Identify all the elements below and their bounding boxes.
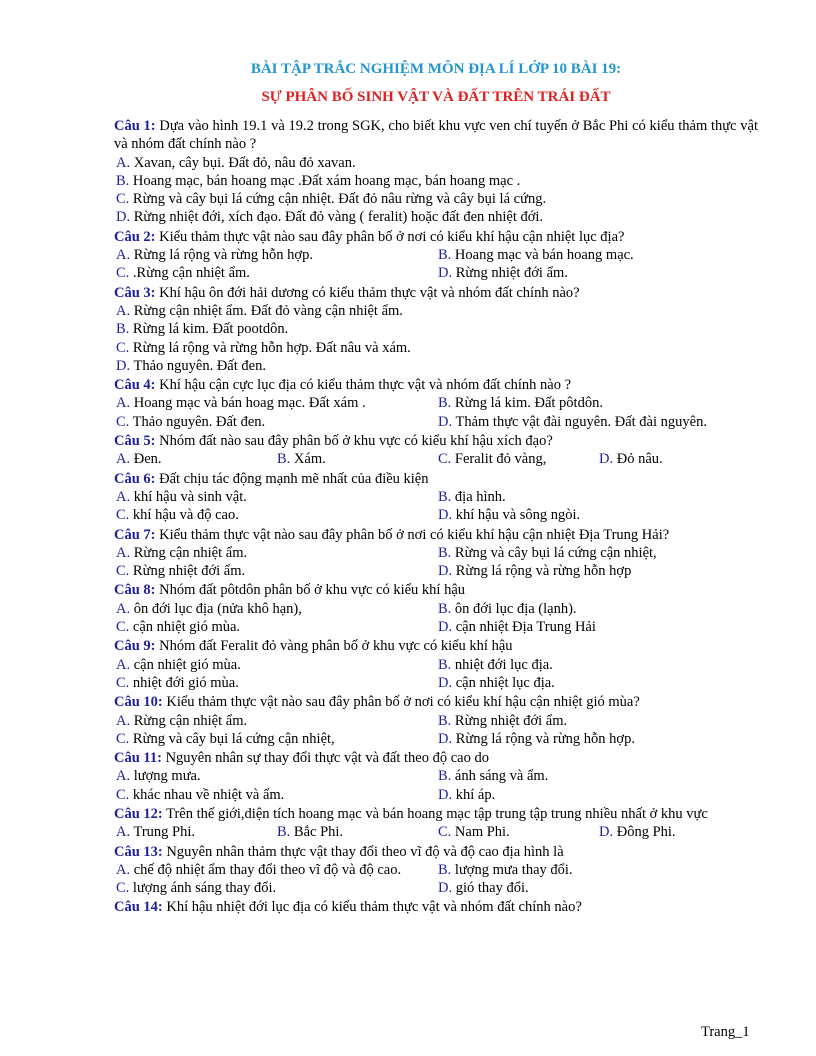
answer-option <box>116 767 438 785</box>
question <box>114 117 758 227</box>
question-stem <box>114 284 758 302</box>
answer-option <box>116 506 438 524</box>
answer-option <box>116 562 438 580</box>
option-letter: C. <box>116 563 130 580</box>
option-text: nhiệt đới lục địa. <box>451 656 553 673</box>
option-text: Rừng lá kim. Đất pôtdôn. <box>451 395 603 412</box>
question-stem <box>114 581 758 599</box>
option-letter: A. <box>116 768 131 785</box>
option-letter: B. <box>438 861 452 878</box>
option-letter: B. <box>438 768 452 785</box>
option-letter: C. <box>116 880 130 897</box>
option-text: Rừng nhiệt đới ẩm. <box>129 563 246 580</box>
option-letter: B. <box>438 488 452 505</box>
question <box>114 432 758 469</box>
option-letter: D. <box>438 880 453 897</box>
option-letter: C. <box>116 730 130 747</box>
option-letter: C. <box>116 339 130 356</box>
option-letter: B. <box>438 544 452 561</box>
question-number: Câu 11: <box>114 750 162 767</box>
answer-option <box>116 154 760 172</box>
option-letter: D. <box>438 730 453 747</box>
question-text: Nhóm đất pôtdôn phân bố ở khu vực có kiểu khí hậu <box>155 582 466 599</box>
option-letter: C. <box>116 786 130 803</box>
option-text: khí hậu và sinh vật. <box>130 488 247 505</box>
option-letter: A. <box>116 302 131 319</box>
question-text: Kiểu thảm thực vật nào sau đây phân bố ở nơi có kiểu khí hậu cận nhiệt gió mùa? <box>162 694 640 711</box>
question <box>114 805 758 842</box>
option-text: Rừng và cây bụi lá cứng cận nhiệt, <box>451 544 657 561</box>
question-text: Nhóm đất Feralit đỏ vàng phân bố ở khu vực có kiểu khí hậu <box>155 638 513 655</box>
option-letter: D. <box>438 265 453 282</box>
answer-option <box>277 450 438 468</box>
option-text: Trung Phi. <box>130 824 195 841</box>
option-letter: B. <box>438 712 452 729</box>
option-text: Đỏ nâu. <box>613 451 663 468</box>
answer-option <box>438 712 760 730</box>
option-letter: D. <box>438 413 453 430</box>
question-number: Câu 13: <box>114 843 163 860</box>
option-letter: B. <box>438 656 452 673</box>
option-text: Hoang mạc và bán hoang mạc. <box>451 247 634 264</box>
option-letter: A. <box>116 154 131 171</box>
option-letter: A. <box>116 861 131 878</box>
option-letter: D. <box>599 451 614 468</box>
option-letter: C. <box>116 507 130 524</box>
question <box>114 843 758 898</box>
option-letter: D. <box>438 786 453 803</box>
question-text: Khí hậu nhiệt đới lục địa có kiểu thảm thực vật và nhóm đất chính nào? <box>162 899 582 916</box>
answer-option <box>116 208 760 226</box>
question-number: Câu 5: <box>114 433 156 450</box>
option-text: ôn đới lục địa (lạnh). <box>451 600 577 617</box>
question-number: Câu 8: <box>114 582 156 599</box>
question <box>114 898 758 916</box>
answer-option <box>116 246 438 264</box>
answer-options <box>114 767 758 804</box>
answer-option <box>116 618 438 636</box>
answer-option <box>438 413 760 431</box>
option-text: Hoang mạc, bán hoang mạc .Đất xám hoang mạc, bán hoang mạc . <box>129 172 521 189</box>
option-text: Hoang mạc và bán hoag mạc. Đất xám . <box>130 395 366 412</box>
answer-option <box>116 730 438 748</box>
question-text: Khí hậu cận cực lục địa có kiểu thảm thực vật và nhóm đất chính nào ? <box>155 377 572 394</box>
option-letter: C. <box>438 824 452 841</box>
question-number: Câu 2: <box>114 228 156 245</box>
question-stem <box>114 693 758 711</box>
answer-option <box>438 506 760 524</box>
option-text: Rừng lá rộng và rừng hỗn hợp <box>452 563 632 580</box>
option-text: Thảm thực vật đài nguyên. Đất đài nguyên. <box>452 413 707 430</box>
question <box>114 581 758 636</box>
question-text: Kiểu thảm thực vật nào sau đây phân bố ở nơi có kiểu khí hậu cận nhiệt Địa Trung Hải? <box>155 526 670 543</box>
option-letter: D. <box>116 357 131 374</box>
option-text: khí hậu và sông ngòi. <box>452 507 581 524</box>
option-text: cận nhiệt gió mùa. <box>129 619 241 636</box>
question-number: Câu 10: <box>114 694 163 711</box>
question-text: Nguyên nhân sự thay đổi thực vật và đất theo độ cao do <box>161 750 489 767</box>
option-letter: C. <box>116 265 130 282</box>
option-text: gió thay đổi. <box>452 880 529 897</box>
option-text: Xám. <box>290 451 326 468</box>
option-text: Rừng nhiệt đới ẩm. <box>452 265 568 282</box>
option-letter: A. <box>116 824 131 841</box>
question-text: Nhóm đất nào sau đây phân bố ở khu vực có kiểu khí hậu xích đạo? <box>155 433 553 450</box>
answer-option <box>438 488 760 506</box>
answer-options <box>114 488 758 525</box>
option-text: Rừng cận nhiệt ẩm. <box>130 712 248 729</box>
answer-option <box>116 674 438 692</box>
option-text: địa hình. <box>451 488 506 505</box>
answer-option <box>116 879 438 897</box>
option-text: khác nhau về nhiệt và ẩm. <box>129 786 285 803</box>
question-stem <box>114 117 758 154</box>
answer-option <box>438 656 760 674</box>
answer-option <box>116 656 438 674</box>
option-text: Rừng cận nhiệt ẩm. <box>130 544 248 561</box>
option-letter: A. <box>116 395 131 412</box>
question-stem <box>114 228 758 246</box>
answer-option <box>116 264 438 282</box>
option-letter: D. <box>438 619 453 636</box>
question-text: Khí hậu ôn đới hải dương có kiểu thảm thực vật và nhóm đất chính nào? <box>155 284 580 301</box>
option-text: lượng ánh sáng thay đổi. <box>129 880 277 897</box>
answer-option <box>277 823 438 841</box>
option-letter: C. <box>438 451 452 468</box>
option-letter: B. <box>277 824 291 841</box>
answer-option <box>116 712 438 730</box>
question-stem <box>114 898 758 916</box>
answer-option <box>438 544 760 562</box>
option-text: Xavan, cây bụi. Đất đỏ, nâu đỏ xavan. <box>130 154 356 171</box>
answer-option <box>438 264 760 282</box>
option-text: Rừng nhiệt đới, xích đạo. Đất đỏ vàng ( feralit) hoặc đất đen nhiệt đới. <box>130 209 544 226</box>
option-letter: B. <box>116 321 130 338</box>
answer-option <box>116 823 277 841</box>
option-letter: C. <box>116 674 130 691</box>
option-letter: A. <box>116 600 131 617</box>
question-text: Đất chịu tác động mạnh mẽ nhất của điều kiện <box>155 470 429 487</box>
answer-option <box>116 413 438 431</box>
answer-option <box>438 767 760 785</box>
answer-option <box>438 730 760 748</box>
answer-option <box>116 786 438 804</box>
option-text: lượng mưa. <box>130 768 201 785</box>
option-letter: D. <box>438 674 453 691</box>
answer-option <box>599 450 760 468</box>
answer-option <box>116 357 760 375</box>
answer-options <box>114 302 758 375</box>
question-number: Câu 6: <box>114 470 156 487</box>
answer-option <box>438 861 760 879</box>
option-text: ánh sáng và ẩm. <box>451 768 549 785</box>
option-text: Bắc Phi. <box>290 824 344 841</box>
option-letter: B. <box>116 172 130 189</box>
answer-option <box>438 246 760 264</box>
answer-options <box>114 600 758 637</box>
option-text: Rừng và cây bụi lá cứng cận nhiệt, <box>129 730 335 747</box>
question-stem <box>114 843 758 861</box>
question-stem <box>114 470 758 488</box>
question-number: Câu 7: <box>114 526 156 543</box>
option-text: nhiệt đới gió mùa. <box>129 674 239 691</box>
option-letter: B. <box>438 600 452 617</box>
answer-option <box>438 618 760 636</box>
option-letter: D. <box>116 209 131 226</box>
option-letter: D. <box>599 824 614 841</box>
answer-option <box>116 394 438 412</box>
option-text: cận nhiệt Địa Trung Hải <box>452 619 596 636</box>
option-letter: A. <box>116 451 131 468</box>
option-text: lượng mưa thay đổi. <box>451 861 573 878</box>
option-letter: B. <box>438 247 452 264</box>
option-letter: C. <box>116 619 130 636</box>
answer-option <box>116 861 438 879</box>
option-text: khí hậu và độ cao. <box>129 507 239 524</box>
answer-option <box>438 394 760 412</box>
question-stem <box>114 432 758 450</box>
option-text: Rừng lá rộng và rừng hỗn hợp. <box>130 247 313 264</box>
question <box>114 693 758 748</box>
option-letter: C. <box>116 191 130 208</box>
option-text: Nam Phi. <box>451 824 510 841</box>
option-letter: D. <box>438 507 453 524</box>
answer-option <box>438 786 760 804</box>
question-text: Kiểu thảm thực vật nào sau đây phân bố ở nơi có kiểu khí hậu cận nhiệt lục địa? <box>155 228 625 245</box>
option-text: chế độ nhiệt ẩm thay đổi theo vĩ độ và độ cao. <box>130 861 402 878</box>
answer-option <box>438 823 599 841</box>
question-text: Trên thế giới,diện tích hoang mạc và bán hoang mạc tập trung tập trung nhiều nhất ở khu vực <box>162 805 708 822</box>
option-text: Feralit đỏ vàng, <box>451 451 547 468</box>
question-number: Câu 4: <box>114 377 156 394</box>
question <box>114 637 758 692</box>
option-text: Đen. <box>130 451 162 468</box>
question-number: Câu 1: <box>114 118 156 134</box>
question-number: Câu 9: <box>114 638 156 655</box>
option-text: Rừng và cây bụi lá cứng cận nhiệt. Đất đỏ nâu rừng và cây bụi lá cứng. <box>129 191 547 208</box>
question-number: Câu 12: <box>114 805 163 822</box>
option-letter: A. <box>116 488 131 505</box>
question <box>114 228 758 283</box>
answer-options <box>114 154 758 227</box>
option-letter: A. <box>116 712 131 729</box>
answer-options <box>114 656 758 693</box>
title-line-1: BÀI TẬP TRẮC NGHIỆM MÔN ĐỊA LÍ LỚP 10 BÀI 19: <box>250 61 622 77</box>
question-number: Câu 3: <box>114 284 156 301</box>
option-text: Rừng lá rộng và rừng hỗn hợp. <box>452 730 635 747</box>
option-letter: A. <box>116 544 131 561</box>
answer-option <box>438 600 760 618</box>
option-letter: A. <box>116 656 131 673</box>
answer-option <box>116 488 438 506</box>
page-footer: Trang_1 <box>701 1024 750 1040</box>
answer-options <box>114 823 758 841</box>
answer-options <box>114 394 758 431</box>
option-letter: C. <box>116 413 130 430</box>
option-letter: A. <box>116 247 131 264</box>
option-text: Rừng lá rộng và rừng hỗn hợp. Đất nâu và xám. <box>129 339 411 356</box>
question <box>114 470 758 525</box>
answer-option <box>116 339 760 357</box>
question-stem <box>114 526 758 544</box>
option-text: Rừng lá kim. Đất pootdôn. <box>129 321 289 338</box>
answer-option <box>116 190 760 208</box>
answer-option <box>116 544 438 562</box>
option-text: Thảo nguyên. Đất đen. <box>130 357 266 374</box>
answer-option <box>438 879 760 897</box>
question-list <box>114 117 758 917</box>
answer-option <box>116 600 438 618</box>
question-number: Câu 14: <box>114 899 163 916</box>
question-stem <box>114 376 758 394</box>
option-letter: B. <box>277 451 291 468</box>
answer-option <box>438 450 599 468</box>
question <box>114 526 758 581</box>
question-text: Dựa vào hình 19.1 và 19.2 trong SGK, cho biết khu vực ven chí tuyến ở Bắc Phi có kiểu thảm thực vật và nhóm đất chính nào ? <box>114 118 758 153</box>
option-text: Rừng cận nhiệt ẩm. Đất đỏ vàng cận nhiệt ẩm. <box>130 302 403 319</box>
question <box>114 749 758 804</box>
answer-option <box>116 302 760 320</box>
question-stem <box>114 805 758 823</box>
answer-options <box>114 861 758 898</box>
title-line-2: SỰ PHÂN BỐ SINH VẬT VÀ ĐẤT TRÊN TRÁI ĐẤT <box>261 89 611 105</box>
answer-options <box>114 246 758 283</box>
question-stem <box>114 637 758 655</box>
question <box>114 376 758 431</box>
option-text: Đông Phi. <box>613 824 676 841</box>
option-text: cận nhiệt gió mùa. <box>130 656 241 673</box>
document-page <box>114 0 758 917</box>
answer-options <box>114 544 758 581</box>
answer-option <box>438 674 760 692</box>
option-text: cận nhiệt lục địa. <box>452 674 555 691</box>
answer-option <box>116 172 760 190</box>
answer-option <box>116 450 277 468</box>
answer-options <box>114 450 758 468</box>
answer-options <box>114 712 758 749</box>
option-letter: D. <box>438 563 453 580</box>
question-text: Nguyên nhân thảm thực vật thay đổi theo vĩ độ và độ cao địa hình là <box>162 843 564 860</box>
option-text: .Rừng cận nhiệt ẩm. <box>129 265 250 282</box>
option-letter: B. <box>438 395 452 412</box>
answer-option <box>599 823 760 841</box>
option-text: Rừng nhiệt đới ẩm. <box>451 712 568 729</box>
option-text: khí áp. <box>452 786 496 803</box>
option-text: Thảo nguyên. Đất đen. <box>129 413 266 430</box>
option-text: ôn đới lục địa (nửa khô hạn), <box>130 600 302 617</box>
answer-option <box>116 320 760 338</box>
question <box>114 284 758 375</box>
answer-option <box>438 562 760 580</box>
question-stem <box>114 749 758 767</box>
